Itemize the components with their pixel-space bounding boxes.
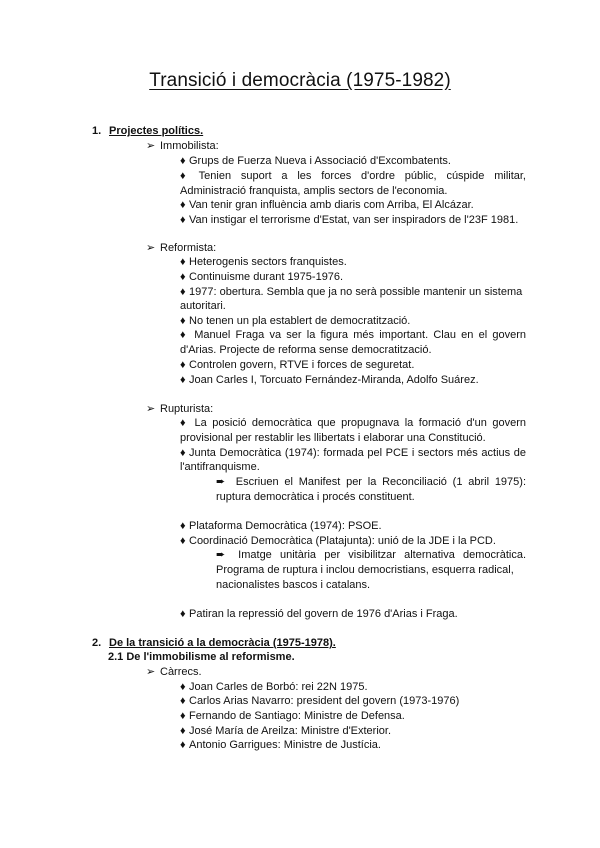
diamond-bullet-icon: ♦	[180, 214, 186, 226]
diamond-bullet-icon: ♦	[180, 681, 186, 693]
section-2-number: 2.	[92, 637, 102, 649]
reformista-label: Reformista:	[160, 242, 217, 254]
list-item	[180, 170, 526, 183]
list-item-text: Imatge unitària per visibilitzar alternativa democràtica.	[238, 549, 526, 561]
list-item-text: Continuisme durant 1975-1976.	[189, 271, 344, 283]
list-item-text: Grups de Fuerza Nueva i Associació d'Excombatents.	[189, 155, 451, 167]
diamond-bullet-icon: ♦	[180, 447, 186, 459]
list-item	[180, 695, 459, 708]
list-item-text: Manuel Fraga va ser la figura més important. Clau en el govern	[194, 329, 527, 341]
section-2-label: De la transició a la democràcia (1975-1978).	[109, 637, 336, 649]
list-item	[180, 286, 522, 299]
section-1-label: Projectes polítics.	[109, 125, 204, 137]
rupturista-heading	[146, 403, 213, 416]
page-title: Transició i democràcia (1975-1982)	[149, 70, 451, 91]
list-item-text: Joan Carles de Borbó: rei 22N 1975.	[189, 681, 368, 693]
diamond-bullet-icon: ♦	[180, 271, 186, 283]
list-item	[180, 214, 518, 227]
list-item	[180, 374, 479, 387]
list-item	[180, 725, 391, 738]
list-item	[180, 739, 381, 752]
diamond-bullet-icon: ♦	[180, 520, 186, 532]
list-item	[180, 329, 526, 342]
immobilista-label: Immobilista:	[160, 140, 219, 152]
reformista-heading	[146, 242, 216, 255]
list-item	[180, 199, 474, 212]
list-item-text: Coordinació Democràtica (Platajunta): unió de la JDE i la PCD.	[189, 535, 496, 547]
diamond-bullet-icon: ♦	[180, 199, 186, 211]
diamond-bullet-icon: ♦	[180, 695, 186, 707]
diamond-bullet-icon: ♦	[180, 315, 186, 327]
list-item-text: Heterogenis sectors franquistes.	[189, 256, 347, 268]
section-1-number: 1.	[92, 125, 102, 137]
diamond-bullet-icon: ♦	[180, 155, 186, 167]
list-item-text: 1977: obertura. Sembla que ja no serà possible mantenir un sistema	[189, 286, 523, 298]
arrow-bullet-icon: ➢	[146, 403, 156, 415]
list-item-text: Carlos Arias Navarro: president del govern (1973-1976)	[189, 695, 460, 707]
list-item	[180, 315, 410, 328]
list-item	[180, 256, 347, 269]
sub-list-item	[216, 476, 526, 489]
list-item-continuation: autoritari.	[180, 300, 226, 312]
carrecs-label: Càrrecs.	[160, 666, 202, 678]
list-item	[180, 155, 451, 168]
list-item-continuation: ruptura democràtica i procés constituent.	[216, 491, 415, 503]
list-item	[180, 710, 405, 723]
arrow-right-icon: ➨	[216, 549, 226, 561]
list-item-text: Tenien suport a les forces d'ordre públic, cúspide militar,	[198, 170, 526, 182]
arrow-bullet-icon: ➢	[146, 242, 156, 254]
list-item-text: Joan Carles I, Torcuato Fernández-Miranda, Adolfo Suárez.	[189, 374, 479, 386]
list-item-text: José María de Areilza: Ministre d'Exterior.	[189, 725, 392, 737]
arrow-bullet-icon: ➢	[146, 140, 156, 152]
list-item-continuation: nacionalistes bascos i catalans.	[216, 579, 371, 591]
section-2-heading	[92, 637, 336, 650]
list-item-text: La posició democràtica que propugnava la formació d'un govern	[194, 417, 526, 429]
list-item-text: Controlen govern, RTVE i forces de seguretat.	[189, 359, 415, 371]
diamond-bullet-icon: ♦	[180, 256, 186, 268]
list-item-text: Plataforma Democràtica (1974): PSOE.	[189, 520, 382, 532]
sub-list-item	[216, 549, 526, 562]
list-item-continuation: l'antifranquisme.	[180, 461, 260, 473]
list-item-text: Escriuen el Manifest per la Reconciliació (1 abril 1975):	[235, 476, 527, 488]
immobilista-heading	[146, 140, 219, 153]
list-item-text: Van tenir gran influència amb diaris com Arriba, El Alcázar.	[189, 199, 474, 211]
arrow-bullet-icon: ➢	[146, 666, 156, 678]
list-item	[180, 359, 414, 372]
diamond-bullet-icon: ♦	[180, 286, 186, 298]
list-item	[180, 608, 458, 621]
list-item-continuation: provisional per restablir les llibertats i elaborar una Constitució.	[180, 432, 486, 444]
list-item	[180, 535, 496, 548]
diamond-bullet-icon: ♦	[180, 170, 186, 182]
list-item-text: Van instigar el terrorisme d'Estat, van ser inspiradors de l'23F 1981.	[189, 214, 519, 226]
diamond-bullet-icon: ♦	[180, 417, 186, 429]
list-item-continuation: Programa de ruptura i inclou democristians, esquerra radical,	[216, 564, 514, 576]
list-item	[180, 520, 382, 533]
rupturista-label: Rupturista:	[160, 403, 214, 415]
diamond-bullet-icon: ♦	[180, 608, 186, 620]
list-item-text: Patiran la repressió del govern de 1976 d'Arias i Fraga.	[189, 608, 458, 620]
list-item-text: Fernando de Santiago: Ministre de Defensa.	[189, 710, 405, 722]
diamond-bullet-icon: ♦	[180, 359, 186, 371]
diamond-bullet-icon: ♦	[180, 739, 186, 751]
list-item	[180, 417, 526, 430]
list-item-text: Antonio Garrigues: Ministre de Justícia.	[189, 739, 381, 751]
list-item-text: No tenen un pla establert de democratització.	[189, 315, 411, 327]
list-item	[180, 271, 343, 284]
arrow-right-icon: ➨	[216, 476, 226, 488]
diamond-bullet-icon: ♦	[180, 329, 186, 341]
list-item	[180, 447, 526, 460]
diamond-bullet-icon: ♦	[180, 710, 186, 722]
section-1-heading	[92, 125, 203, 138]
subsection-2-1-heading: 2.1 De l'immobilisme al reformisme.	[108, 651, 295, 663]
diamond-bullet-icon: ♦	[180, 535, 186, 547]
list-item-continuation: Administració franquista, amplis sectors de l'economia.	[180, 185, 448, 197]
list-item	[180, 681, 368, 694]
carrecs-heading	[146, 666, 202, 679]
diamond-bullet-icon: ♦	[180, 374, 186, 386]
diamond-bullet-icon: ♦	[180, 725, 186, 737]
list-item-text: Junta Democràtica (1974): formada pel PCE i sectors més actius de	[189, 447, 526, 459]
list-item-continuation: d'Arias. Projecte de reforma sense democratització.	[180, 344, 432, 356]
